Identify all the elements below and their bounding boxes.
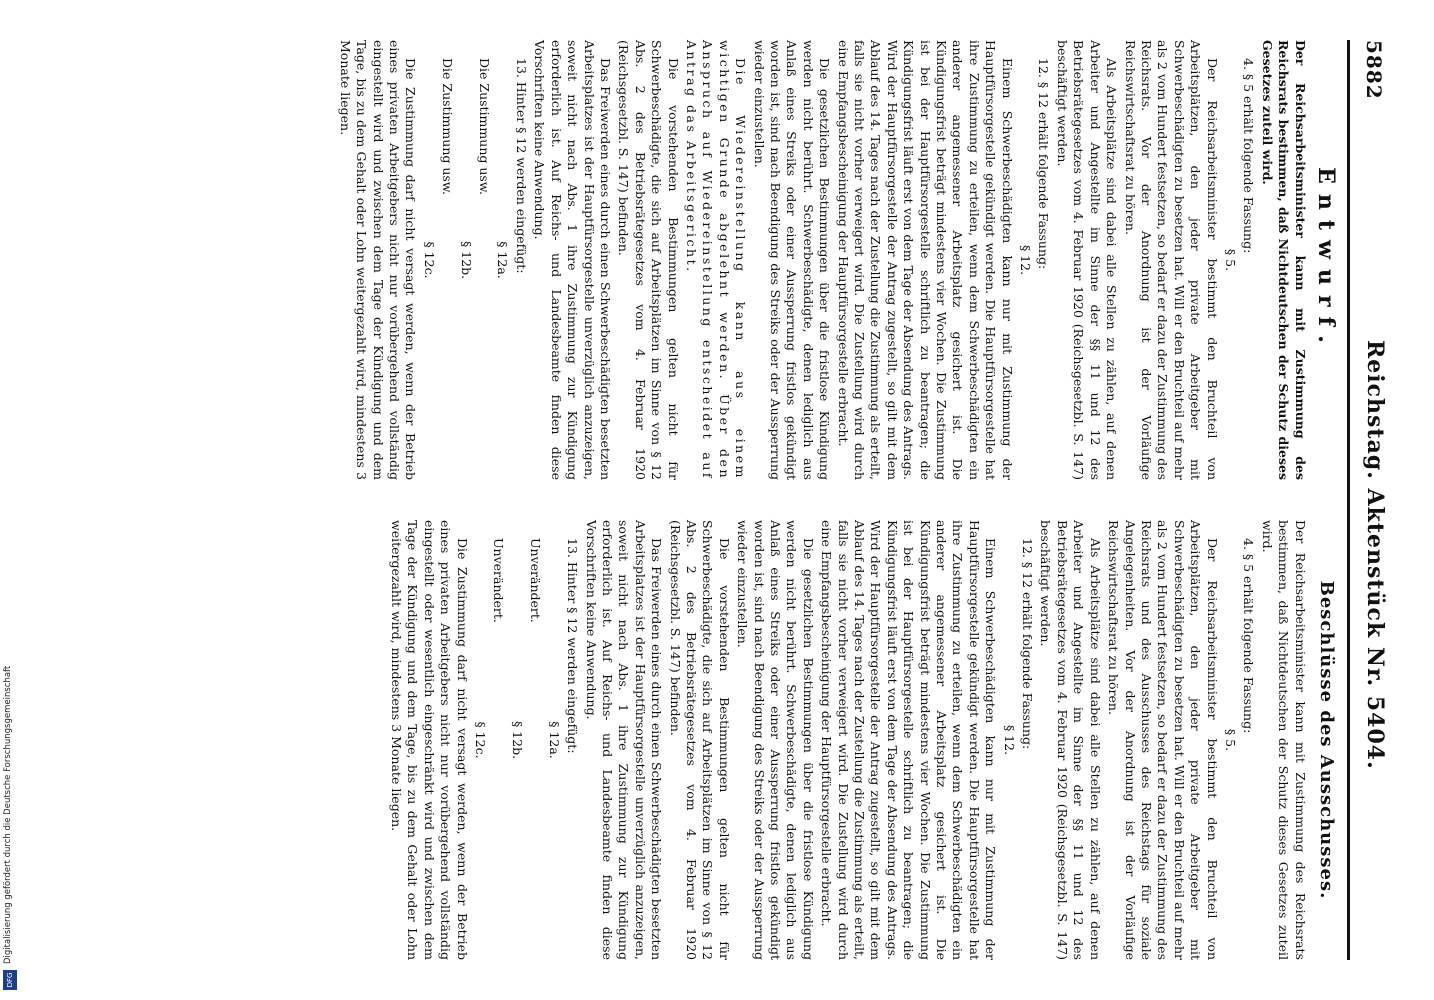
page-content — [54, 40, 1394, 960]
section-12-paragraph: Die vorstehenden Bestimmungen gelten nicht für Schwerbeschädigte, die sich auf Arbeitsplätzen im Sinne von § 12 Abs. 2 des Betriebsrätegesetzes vom 4. Februar 1920 (Reichsgesetzbl. S. 147) befinden. — [667, 520, 732, 960]
section-5-paragraph: Als Arbeitsplätze sind dabei alle Stellen zu zählen, auf denen Arbeiter und Angestellte im Sinne der §§ 11 und 12 des Betriebsrätegesetzes vom 4. Februar 1920 (Reichsgesetzbl. S. 147) beschäftigt werden. — [1038, 520, 1103, 960]
section-12c-heading: § 12c. — [473, 721, 489, 759]
section-12-heading: § 12. — [1001, 724, 1017, 756]
intro-text: Der Reichsarbeitsminister kann mit Zustimmung des Reichsrats bestimmen, daß Nichtdeutschen der Schutz dieses Gesetzes zuteil wird. — [1259, 40, 1308, 480]
section-12-heading: § 12. — [1018, 244, 1034, 276]
section-12-paragraph: Die gesetzlichen Bestimmungen über die fristlose Kündigung werden nicht berührt. Schwerbeschädigte, denen lediglich aus Anlaß eines Streiks oder einer Aussperrung fristlos gekündigt worden ist, sind nach Beendigung des Streiks oder der Aussperrung wieder einzustellen. — [735, 520, 816, 960]
section-12-paragraph: Einem Schwerbeschädigten kann nur mit Zustimmung der Hauptfürsorgestelle gekündigt werden. Die Hauptfürsorgestelle hat ihre Zustimmung zu erteilen, wenn dem Schwerbeschädigten ein anderer angemessener Arbeitsplatz gesichert ist. Die Kündigungsfrist beträgt mindestens vier Wochen. Die Zustimmung ist bei der Hauptfürsorgestelle schriftlich zu beantragen; die Kündigungsfrist läuft erst von dem Tage der Absendung des Antrags. Wird der Hauptfürsorgestelle der Antrag zugestellt, so gilt mit dem Ablauf des 14. Tages nach der Zustellung die Zustimmung als erteilt, falls sie nicht vorher verweigert wird. Die Zustellung wird durch eine Empfangsbescheinigung der Hauptfürsorgestelle erbracht. — [819, 520, 999, 960]
page-number: 5882 — [1362, 40, 1386, 100]
section-12-paragraph: Die vorstehenden Bestimmungen gelten nicht für Schwerbeschädigte, die sich auf Arbeitsplätzen im Sinne von § 12 Abs. 2 des Betriebsrätegesetzes vom 4. Februar 1920 (Reichsgesetzbl. S. 147) befinden. — [616, 40, 681, 480]
intro-text: Der Reichsarbeitsminister kann mit Zustimmung des Reichsrats bestimmen, daß Nichtdeutschen der Schutz dieses Gesetzes zuteil wird. — [1259, 520, 1308, 960]
section-5-heading: § 5. — [1222, 248, 1238, 272]
digitization-credit: Digitalisierung gefördert durch die Deutsche Forschungsgemeinschaft — [3, 665, 13, 964]
section-12a-text: Die Zustimmung usw. — [477, 58, 493, 195]
section-12-paragraph: Das Freiwerden eines durch einen Schwerbeschädigten besetzten Arbeitsplatzes ist der Hauptfürsorgestelle unverzüglich anzuzeigen, soweit nicht nach Abs. 1 ihre Zustimmung zur Kündigung erforderlich ist. Auf Reichs- und Landesbeamte finden diese Vorschriften keine Anwendung. — [532, 40, 613, 480]
item-4: 4. § 5 erhält folgende Fassung: — [1241, 58, 1257, 254]
section-12-paragraph: Das Freiwerden eines durch einen Schwerbeschädigten besetzten Arbeitsplatzes ist der Hauptfürsorgestelle unverzüglich anzuzeigen, soweit nicht nach Abs. 1 ihre Zustimmung zur Kündigung erforderlich ist. Auf Reichs- und Landesbeamte finden diese Vorschriften keine Anwendung. — [583, 520, 665, 960]
column-draft — [334, 40, 1339, 480]
item-13: 13. Hinter § 12 werden eingefügt: — [513, 58, 529, 274]
section-12b-heading: § 12b. — [458, 240, 474, 280]
item-12: 12. § 12 erhält folgende Fassung: — [1036, 58, 1052, 270]
section-12b-heading: § 12b. — [509, 720, 525, 760]
section-12-paragraph: Die gesetzlichen Bestimmungen über die fristlose Kündigung werden nicht berührt. Schwerbeschädigte, denen lediglich aus Anlaß eines Streiks oder einer Aussperrung fristlos gekündigt worden ist, sind nach Beendigung des Streiks oder der Aussperrung wieder einzustellen. — [751, 40, 833, 480]
section-5-paragraph: Der Reichsarbeitsminister bestimmt den Bruchteil von Arbeitsplätzen, den jeder private Arbeitgeber mit Schwerbeschädigten zu besetzen hat. Will er den Bruchteil auf mehr als 2 vom Hundert festsetzen, so bedarf er dazu der Zustimmung des Reichsrats. Vor der Anordnung ist der Vorläufige Reichswirtschaftsrat zu hören. — [1122, 40, 1220, 480]
item-13: 13. Hinter § 12 werden eingefügt: — [565, 538, 581, 754]
page-header — [1354, 40, 1394, 960]
section-5-paragraph: Der Reichsarbeitsminister bestimmt den Bruchteil von Arbeitsplätzen, den jeder private Arbeitgeber mit Schwerbeschädigten zu besetzen hat. Will er den Bruchteil auf mehr als 2 vom Hundert festsetzen, so bedarf er dazu der Zustimmung des Reichsrats und des Ausschusses des Reichstags für soziale Angelegenheiten. Vor der Anordnung ist der Vorläufige Reichswirtschaftsrat zu hören. — [1106, 520, 1220, 960]
running-title: Reichstag. Aktenstück Nr. 5404. — [1362, 340, 1388, 770]
column-title-draft: Entwurf. — [1313, 167, 1339, 353]
section-12b-text: Die Zustimmung usw. — [440, 58, 456, 195]
section-12-paragraph: Einem Schwerbeschädigten kann nur mit Zustimmung der Hauptfürsorgestelle gekündigt werden. Die Hauptfürsorgestelle hat ihre Zustimmung zu erteilen, wenn dem Schwerbeschädigten ein anderer angemessener Arbeitsplatz gesichert ist. Die Kündigungsfrist beträgt mindestens vier Wochen. Die Zustimmung ist bei der Hauptfürsorgestelle schriftlich zu beantragen; die Kündigungsfrist läuft erst von dem Tage der Absendung des Antrags. Wird der Hauptfürsorgestelle der Antrag zugestellt, so gilt mit dem Ablauf des 14. Tages nach der Zustellung die Zustimmung als erteilt, falls sie nicht vorher verweigert wird. Die Zustellung wird durch eine Empfangsbescheinigung der Hauptfürsorgestelle erbracht. — [835, 40, 1015, 480]
section-12a-text: Unverändert. — [528, 538, 544, 623]
section-12c-heading: § 12c. — [421, 241, 437, 279]
column-committee — [386, 520, 1337, 960]
section-12c-text: Die Zustimmung darf nicht versagt werden, wenn der Betrieb eines privaten Arbeitgebers nicht nur vorübergehend vollständig eingestellt wird und zwischen dem Tage der Kündigung und dem Tage, bis zu dem Gehalt oder Lohn weitergezahlt wird, mindestens 3 Monate liegen. — [337, 40, 419, 480]
section-12a-heading: § 12a. — [546, 721, 562, 759]
section-5-paragraph: Als Arbeitsplätze sind dabei alle Stellen zu zählen, auf denen Arbeiter und Angestellte im Sinne der §§ 11 und 12 des Betriebsrätegesetzes vom 4. Februar 1920 (Reichsgesetzbl. S. 147) beschäftigt werden. — [1054, 40, 1120, 480]
column-title-committee: Beschlüsse des Ausschusses. — [1316, 580, 1337, 900]
item-12: 12. § 12 erhält folgende Fassung: — [1020, 538, 1036, 750]
section-12c-text: Die Zustimmung darf nicht versagt werden, wenn der Betrieb eines privaten Arbeitgebers nicht nur vorübergehend vollständig eingestellt oder wesentlich eingeschränkt wird und zwischen dem Tage der Kündigung und dem Tage, bis zu dem Gehalt oder Lohn weitergezahlt wird, mindestens 3 Monate liegen. — [389, 520, 470, 960]
section-12b-text: Unverändert. — [491, 538, 507, 623]
section-12a-heading: § 12a. — [495, 241, 511, 279]
credit-strip — [0, 0, 18, 1000]
dfg-logo: DFG — [3, 970, 17, 990]
header-rule — [1347, 40, 1350, 960]
section-12-paragraph-spaced: Die Wiedereinstellung kann aus einem wichtigen Grunde abgelehnt werden. Über den Anspruch auf Wiedereinstellung entscheidet auf Antrag das Arbeitsgericht. — [683, 40, 749, 480]
section-5-heading: § 5. — [1222, 728, 1238, 752]
item-4: 4. § 5 erhält folgende Fassung: — [1241, 538, 1257, 734]
